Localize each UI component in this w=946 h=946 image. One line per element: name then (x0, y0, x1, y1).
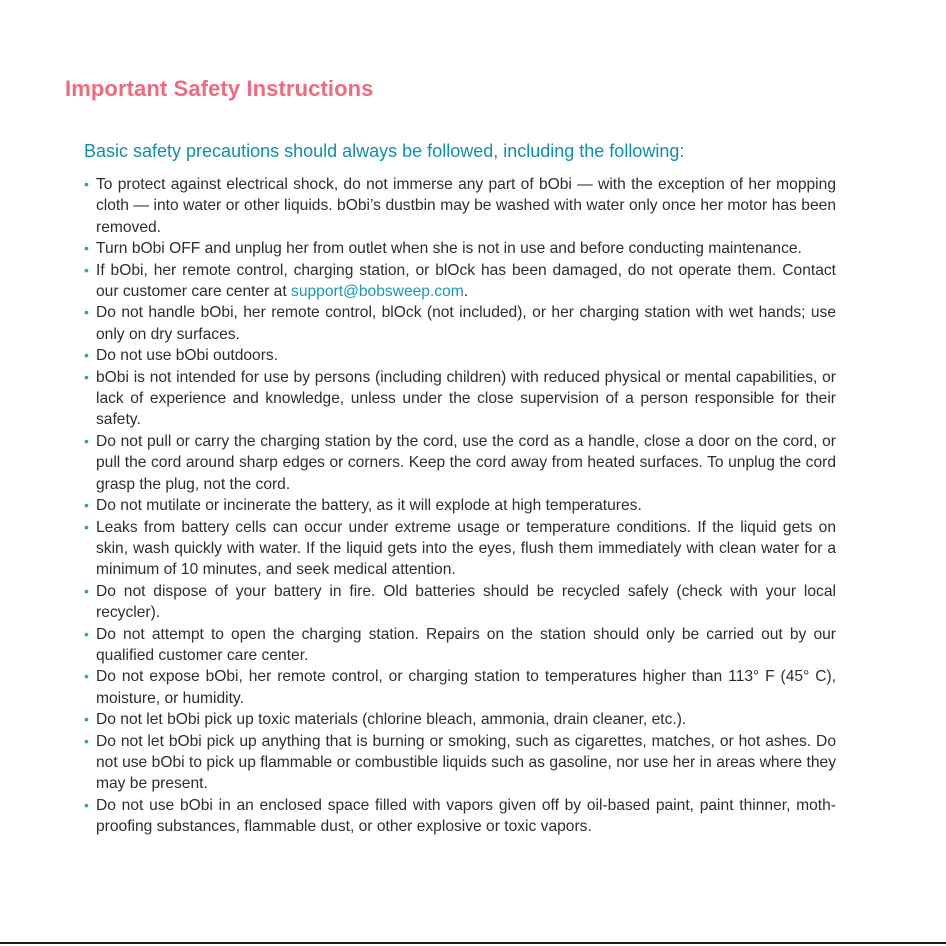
list-item-text: Do not pull or carry the charging station by the cord, use the cord as a handle, close a door on the cord, or pull the cord around sharp edges or corners. Keep the cord away from heated surfaces. To unplug the cord grasp the plug, not the cord. (96, 432, 836, 493)
bullet-icon: • (84, 347, 89, 364)
bullet-icon: • (84, 796, 89, 813)
list-item (84, 517, 836, 581)
bullet-icon: • (84, 732, 89, 749)
bullet-icon: • (84, 625, 89, 642)
list-item (84, 795, 836, 838)
list-item-text: bObi is not intended for use by persons (including children) with reduced physical or mental capabilities, or lack of experience and knowledge, unless under the close supervision of a person responsible for their safety. (96, 368, 836, 429)
safety-instructions-list (84, 174, 836, 838)
list-item (84, 367, 836, 431)
list-item-text-trailing: . (463, 283, 469, 301)
list-item-text: To protect against electrical shock, do not immerse any part of bObi — with the exception of her mopping cloth — into water or other liquids. bObi’s dustbin may be washed with water only once her motor has been removed. (96, 176, 836, 236)
bullet-icon: • (84, 304, 89, 321)
section-subtitle: Basic safety precautions should always be followed, including the following: (84, 141, 685, 161)
bullet-icon: • (84, 368, 89, 385)
page-title: Important Safety Instructions (65, 76, 374, 101)
bullet-icon: • (84, 668, 89, 685)
list-item (84, 731, 836, 795)
list-item (84, 431, 836, 495)
support-email-link[interactable]: support@bobsweep.com (291, 283, 464, 301)
list-item (84, 238, 836, 259)
list-item-text: Turn bObi OFF and unplug her from outlet when she is not in use and before conducting maintenance. (96, 240, 802, 258)
list-item-text: Do not let bObi pick up toxic materials (chlorine bleach, ammonia, drain cleaner, etc.). (96, 711, 687, 729)
list-item-text: Do not dispose of your battery in fire. Old batteries should be recycled safely (check with your local recycler). (96, 582, 836, 622)
bottom-divider (0, 942, 946, 944)
list-item-text: Leaks from battery cells can occur under extreme usage or temperature conditions. If the liquid gets on skin, wash quickly with water. If the liquid gets into the eyes, flush them immediately with clean water for a minimum of 10 minutes, and seek medical attention. (96, 518, 836, 579)
bullet-icon: • (84, 497, 89, 514)
list-item (84, 174, 836, 238)
list-item-text: Do not use bObi in an enclosed space filled with vapors given off by oil-based paint, paint thinner, moth-proofing substances, flammable dust, or other explosive or toxic vapors. (96, 796, 836, 836)
list-item (84, 666, 836, 709)
list-item (84, 495, 836, 516)
bullet-icon: • (84, 261, 89, 278)
list-item-text: Do not use bObi outdoors. (96, 347, 279, 365)
bullet-icon: • (84, 240, 89, 257)
bullet-icon: • (84, 582, 89, 599)
list-item (84, 260, 836, 303)
list-item-text: Do not handle bObi, her remote control, blOck (not included), or her charging station with wet hands; use only on dry surfaces. (96, 304, 836, 343)
list-item (84, 624, 836, 667)
bullet-icon: • (84, 432, 89, 449)
list-item (84, 581, 836, 624)
list-item-text: Do not mutilate or incinerate the battery, as it will explode at high temperatures. (96, 497, 642, 515)
list-item-text: If bObi, her remote control, charging station, or blOck has been damaged, do not operate them. Contact our customer care center at (96, 261, 836, 301)
list-item-text: Do not let bObi pick up anything that is burning or smoking, such as cigarettes, matches, or hot ashes. Do not use bObi to pick up flammable or combustible liquids such as gasoline, nor use her in areas where they may be present. (96, 732, 836, 793)
list-item (84, 345, 836, 366)
bullet-icon: • (84, 711, 89, 728)
list-item-text: Do not expose bObi, her remote control, or charging station to temperatures higher than 113° F (45° C), moisture, or humidity. (96, 668, 836, 707)
list-item (84, 709, 836, 730)
list-item (84, 302, 836, 345)
bullet-icon: • (84, 518, 89, 535)
bullet-icon: • (84, 176, 89, 192)
list-item-text: Do not attempt to open the charging station. Repairs on the station should only be carried out by our qualified customer care center. (96, 625, 836, 664)
